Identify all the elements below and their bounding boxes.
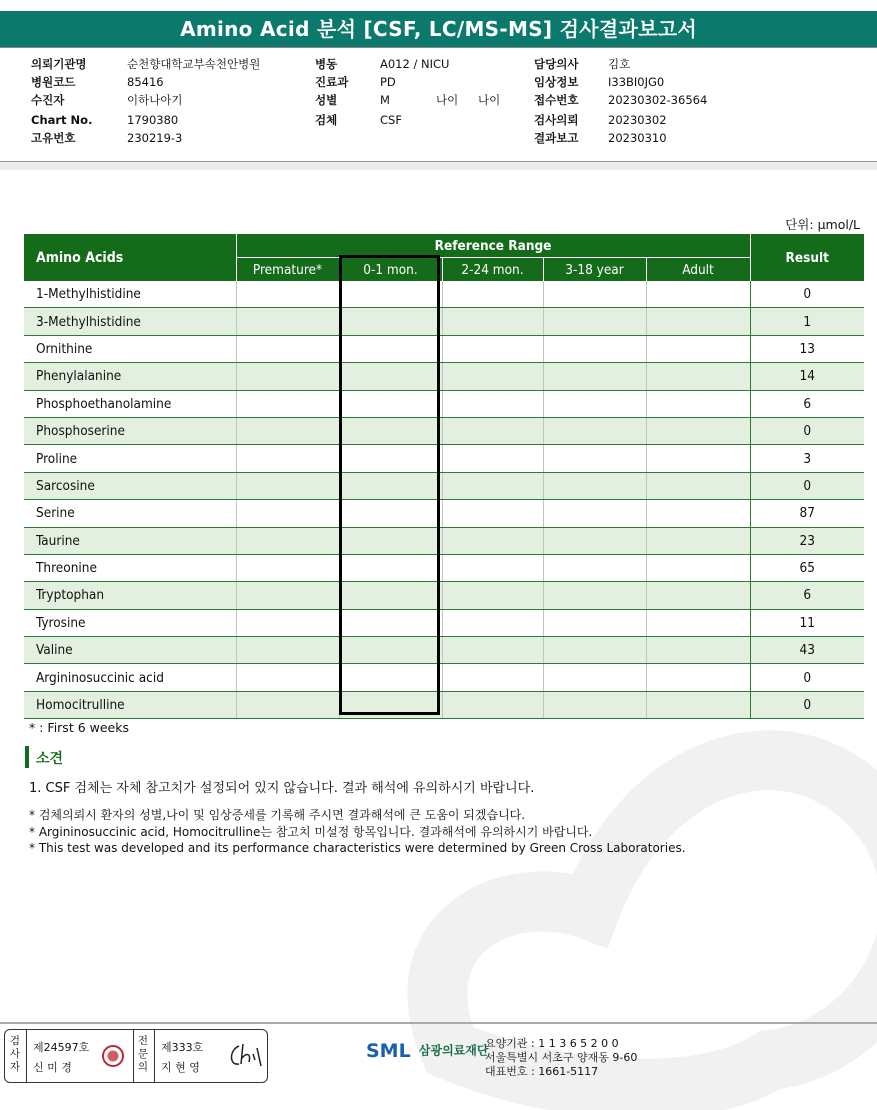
amino-acid-name: 3-Methylhistidine	[24, 308, 236, 335]
reference-cell	[543, 554, 646, 581]
info-label: 진료과	[315, 75, 349, 89]
reference-cell	[442, 417, 543, 444]
reference-cell	[543, 691, 646, 718]
age-value: 나이	[478, 93, 501, 107]
reference-cell	[543, 390, 646, 417]
reference-cell	[543, 637, 646, 664]
reference-cell	[543, 308, 646, 335]
table-row	[24, 308, 864, 335]
reference-cell	[543, 582, 646, 609]
result-header: Result	[750, 234, 864, 281]
table-row	[24, 472, 864, 499]
table-row	[24, 445, 864, 472]
info-values-col1	[127, 55, 260, 147]
info-label: 임상정보	[534, 75, 579, 89]
reference-cell	[543, 609, 646, 636]
reference-cell	[236, 554, 339, 581]
reference-cell	[442, 637, 543, 664]
examiner-label	[9, 1035, 21, 1074]
premature-footnote: * : First 6 weeks	[29, 720, 129, 735]
amino-acid-table	[24, 234, 864, 719]
info-label: 담당의사	[534, 57, 579, 71]
info-label: 수진자	[31, 93, 65, 107]
info-label: 성별	[315, 93, 338, 107]
unit-label: 단위: μmol/L	[785, 217, 860, 232]
reference-cell	[646, 609, 750, 636]
reference-cell	[442, 527, 543, 554]
specialist-label	[137, 1035, 149, 1074]
reference-cell	[646, 335, 750, 362]
info-value: 20230302	[608, 113, 667, 127]
table-row	[24, 637, 864, 664]
reference-cell	[442, 664, 543, 691]
info-label: 병원코드	[31, 75, 76, 89]
reference-cell	[236, 609, 339, 636]
reference-cell	[646, 664, 750, 691]
result-value: 23	[750, 527, 864, 554]
range-header-adult: Adult	[646, 258, 750, 282]
result-value: 3	[750, 445, 864, 472]
specialist-name: 지 현 영	[161, 1061, 200, 1074]
amino-acid-name: Phenylalanine	[24, 363, 236, 390]
reference-cell	[442, 335, 543, 362]
reference-cell	[646, 363, 750, 390]
reference-cell	[236, 281, 339, 308]
result-value: 65	[750, 554, 864, 581]
signature-box	[4, 1029, 268, 1083]
info-labels-col2	[315, 55, 348, 129]
reference-cell	[236, 637, 339, 664]
result-value: 14	[750, 363, 864, 390]
amino-acid-name: Tyrosine	[24, 609, 236, 636]
amino-acid-name: Phosphoserine	[24, 417, 236, 444]
reference-cell	[442, 308, 543, 335]
org-address: 서울특별시 서초구 양재동 9-60	[485, 1051, 638, 1064]
reference-cell	[646, 472, 750, 499]
info-value: M	[380, 93, 390, 107]
table-row	[24, 281, 864, 308]
reference-cell	[543, 664, 646, 691]
note-line: * 검체의뢰시 환자의 성별,나이 및 임상증세를 기록해 주시면 결과해석에 큰 도움이 되겠습니다.	[29, 808, 526, 822]
result-value: 6	[750, 582, 864, 609]
reference-cell	[236, 664, 339, 691]
org-phone: 대표번호 : 1661-5117	[485, 1065, 599, 1078]
reference-cell	[543, 335, 646, 362]
table-row	[24, 691, 864, 718]
reference-cell	[442, 390, 543, 417]
reference-cell	[236, 445, 339, 472]
reference-cell	[236, 500, 339, 527]
info-value: I33BI0JG0	[608, 75, 665, 89]
reference-cell	[646, 527, 750, 554]
examiner-label-char: 사	[9, 1048, 21, 1060]
info-label: 검체	[315, 113, 338, 127]
title-divider	[0, 47, 877, 48]
table-row	[24, 609, 864, 636]
result-value: 0	[750, 417, 864, 444]
table-row	[24, 664, 864, 691]
amino-acid-name: Valine	[24, 637, 236, 664]
result-value: 11	[750, 609, 864, 636]
reference-cell	[646, 417, 750, 444]
info-label: 검사의뢰	[534, 113, 579, 127]
examiner-label-char: 자	[9, 1061, 21, 1073]
specialist-label-char: 의	[137, 1061, 149, 1073]
reference-cell	[442, 281, 543, 308]
info-value: 김호	[608, 57, 631, 71]
table-row	[24, 363, 864, 390]
info-value: PD	[380, 75, 396, 89]
reference-cell	[236, 363, 339, 390]
reference-cell	[442, 500, 543, 527]
header-band	[0, 162, 877, 170]
reference-cell	[646, 281, 750, 308]
reference-cell	[236, 527, 339, 554]
reference-cell	[646, 500, 750, 527]
reference-cell	[442, 472, 543, 499]
info-value: CSF	[380, 113, 402, 127]
reference-cell	[543, 281, 646, 308]
specialist-label-char: 전	[137, 1035, 149, 1047]
amino-acid-name: Serine	[24, 500, 236, 527]
info-labels-col1	[31, 55, 92, 147]
org-code: 요양기관 : 1 1 3 6 5 2 0 0	[485, 1037, 619, 1050]
info-value: 이하나아기	[127, 93, 183, 107]
specialist-signature-icon	[225, 1040, 263, 1072]
result-value: 6	[750, 390, 864, 417]
reference-cell	[646, 637, 750, 664]
info-labels-col3	[534, 55, 578, 147]
amino-acid-name: Proline	[24, 445, 236, 472]
sig-divider	[133, 1030, 134, 1082]
report-title: Amino Acid 분석 [CSF, LC/MS-MS] 검사결과보고서	[0, 11, 877, 47]
specialist-no: 제333호	[161, 1041, 204, 1054]
range-header-0-1-mon: 0-1 mon.	[339, 258, 442, 282]
table-row	[24, 335, 864, 362]
info-value: 20230302-36564	[608, 93, 708, 107]
examiner-label-char: 검	[9, 1035, 21, 1047]
reference-cell	[236, 417, 339, 444]
amino-acid-name: Sarcosine	[24, 472, 236, 499]
reference-cell	[236, 472, 339, 499]
reference-cell	[442, 554, 543, 581]
reference-cell	[543, 417, 646, 444]
info-value: 230219-3	[127, 131, 183, 145]
amino-acid-name: Ornithine	[24, 335, 236, 362]
info-value: A012 / NICU	[380, 57, 450, 71]
reference-cell	[646, 308, 750, 335]
examiner-seal-icon	[101, 1044, 125, 1068]
reference-cell	[543, 527, 646, 554]
reference-cell	[543, 500, 646, 527]
footer-divider	[0, 1022, 877, 1024]
reference-cell	[236, 308, 339, 335]
reference-cell	[442, 363, 543, 390]
reference-cell	[442, 445, 543, 472]
range-header-3-18-year: 3-18 year	[543, 258, 646, 282]
table-row	[24, 417, 864, 444]
result-value: 87	[750, 500, 864, 527]
info-label: 접수번호	[534, 93, 579, 107]
findings-marker	[25, 746, 29, 768]
table-row	[24, 500, 864, 527]
brand-logo-text: SML	[366, 1040, 411, 1062]
reference-cell	[646, 691, 750, 718]
reference-cell	[442, 609, 543, 636]
amino-acid-name: 1-Methylhistidine	[24, 281, 236, 308]
age-label: 나이	[436, 93, 459, 107]
findings-comment: 1. CSF 검체는 자체 참고치가 설정되어 있지 않습니다. 결과 해석에 유의하시기 바랍니다.	[29, 781, 535, 796]
findings-notes	[29, 807, 686, 857]
amino-acid-name: Threonine	[24, 554, 236, 581]
info-value: 20230310	[608, 131, 667, 145]
table-row	[24, 527, 864, 554]
result-value: 13	[750, 335, 864, 362]
info-label: Chart No.	[31, 113, 93, 127]
reference-range-header: Reference Range	[236, 234, 750, 258]
reference-cell	[236, 390, 339, 417]
info-label: 병동	[315, 57, 338, 71]
brand-block	[366, 1040, 488, 1062]
sig-divider	[154, 1030, 155, 1082]
info-label: 결과보고	[534, 131, 579, 145]
examiner-no: 제24597호	[33, 1041, 90, 1054]
reference-cell	[236, 582, 339, 609]
sig-divider	[26, 1030, 27, 1082]
specialist-label-char: 문	[137, 1048, 149, 1060]
table-row	[24, 582, 864, 609]
result-value: 0	[750, 691, 864, 718]
examiner-name: 신 미 경	[33, 1061, 72, 1074]
note-line: * This test was developed and its performance characteristics were determined by Green Cross Laboratories.	[29, 841, 686, 855]
reference-cell	[442, 582, 543, 609]
amino-acid-name: Taurine	[24, 527, 236, 554]
reference-cell	[646, 390, 750, 417]
result-value: 0	[750, 664, 864, 691]
amino-acid-name: Argininosuccinic acid	[24, 664, 236, 691]
info-value: 순천향대학교부속천안병원	[127, 57, 261, 71]
reference-cell	[442, 691, 543, 718]
reference-cell	[543, 363, 646, 390]
amino-acid-name: Homocitrulline	[24, 691, 236, 718]
highlight-box-0-1-mon	[339, 255, 440, 715]
findings-title: 소견	[36, 751, 64, 767]
range-header-premature: Premature*	[236, 258, 339, 282]
reference-cell	[543, 472, 646, 499]
amino-acids-header: Amino Acids	[24, 234, 236, 281]
result-value: 1	[750, 308, 864, 335]
range-header-2-24-mon: 2-24 mon.	[442, 258, 543, 282]
info-label: 고유번호	[31, 131, 76, 145]
amino-acid-name: Tryptophan	[24, 582, 236, 609]
reference-cell	[236, 691, 339, 718]
brand-name: 삼광의료재단	[418, 1043, 489, 1058]
reference-cell	[646, 554, 750, 581]
info-values-col3	[608, 55, 707, 147]
reference-cell	[646, 445, 750, 472]
reference-cell	[543, 445, 646, 472]
result-value: 0	[750, 472, 864, 499]
info-value: 85416	[127, 75, 164, 89]
info-label: 의뢰기관명	[31, 57, 87, 71]
reference-cell	[236, 335, 339, 362]
table-row	[24, 554, 864, 581]
reference-cell	[646, 582, 750, 609]
info-value: 1790380	[127, 113, 179, 127]
org-info	[485, 1037, 637, 1079]
table-row	[24, 390, 864, 417]
note-line: * Argininosuccinic acid, Homocitrulline는 참고치 미설정 항목입니다. 결과해석에 유의하시기 바랍니다.	[29, 824, 593, 839]
result-value: 43	[750, 637, 864, 664]
amino-acid-name: Phosphoethanolamine	[24, 390, 236, 417]
result-value: 0	[750, 281, 864, 308]
